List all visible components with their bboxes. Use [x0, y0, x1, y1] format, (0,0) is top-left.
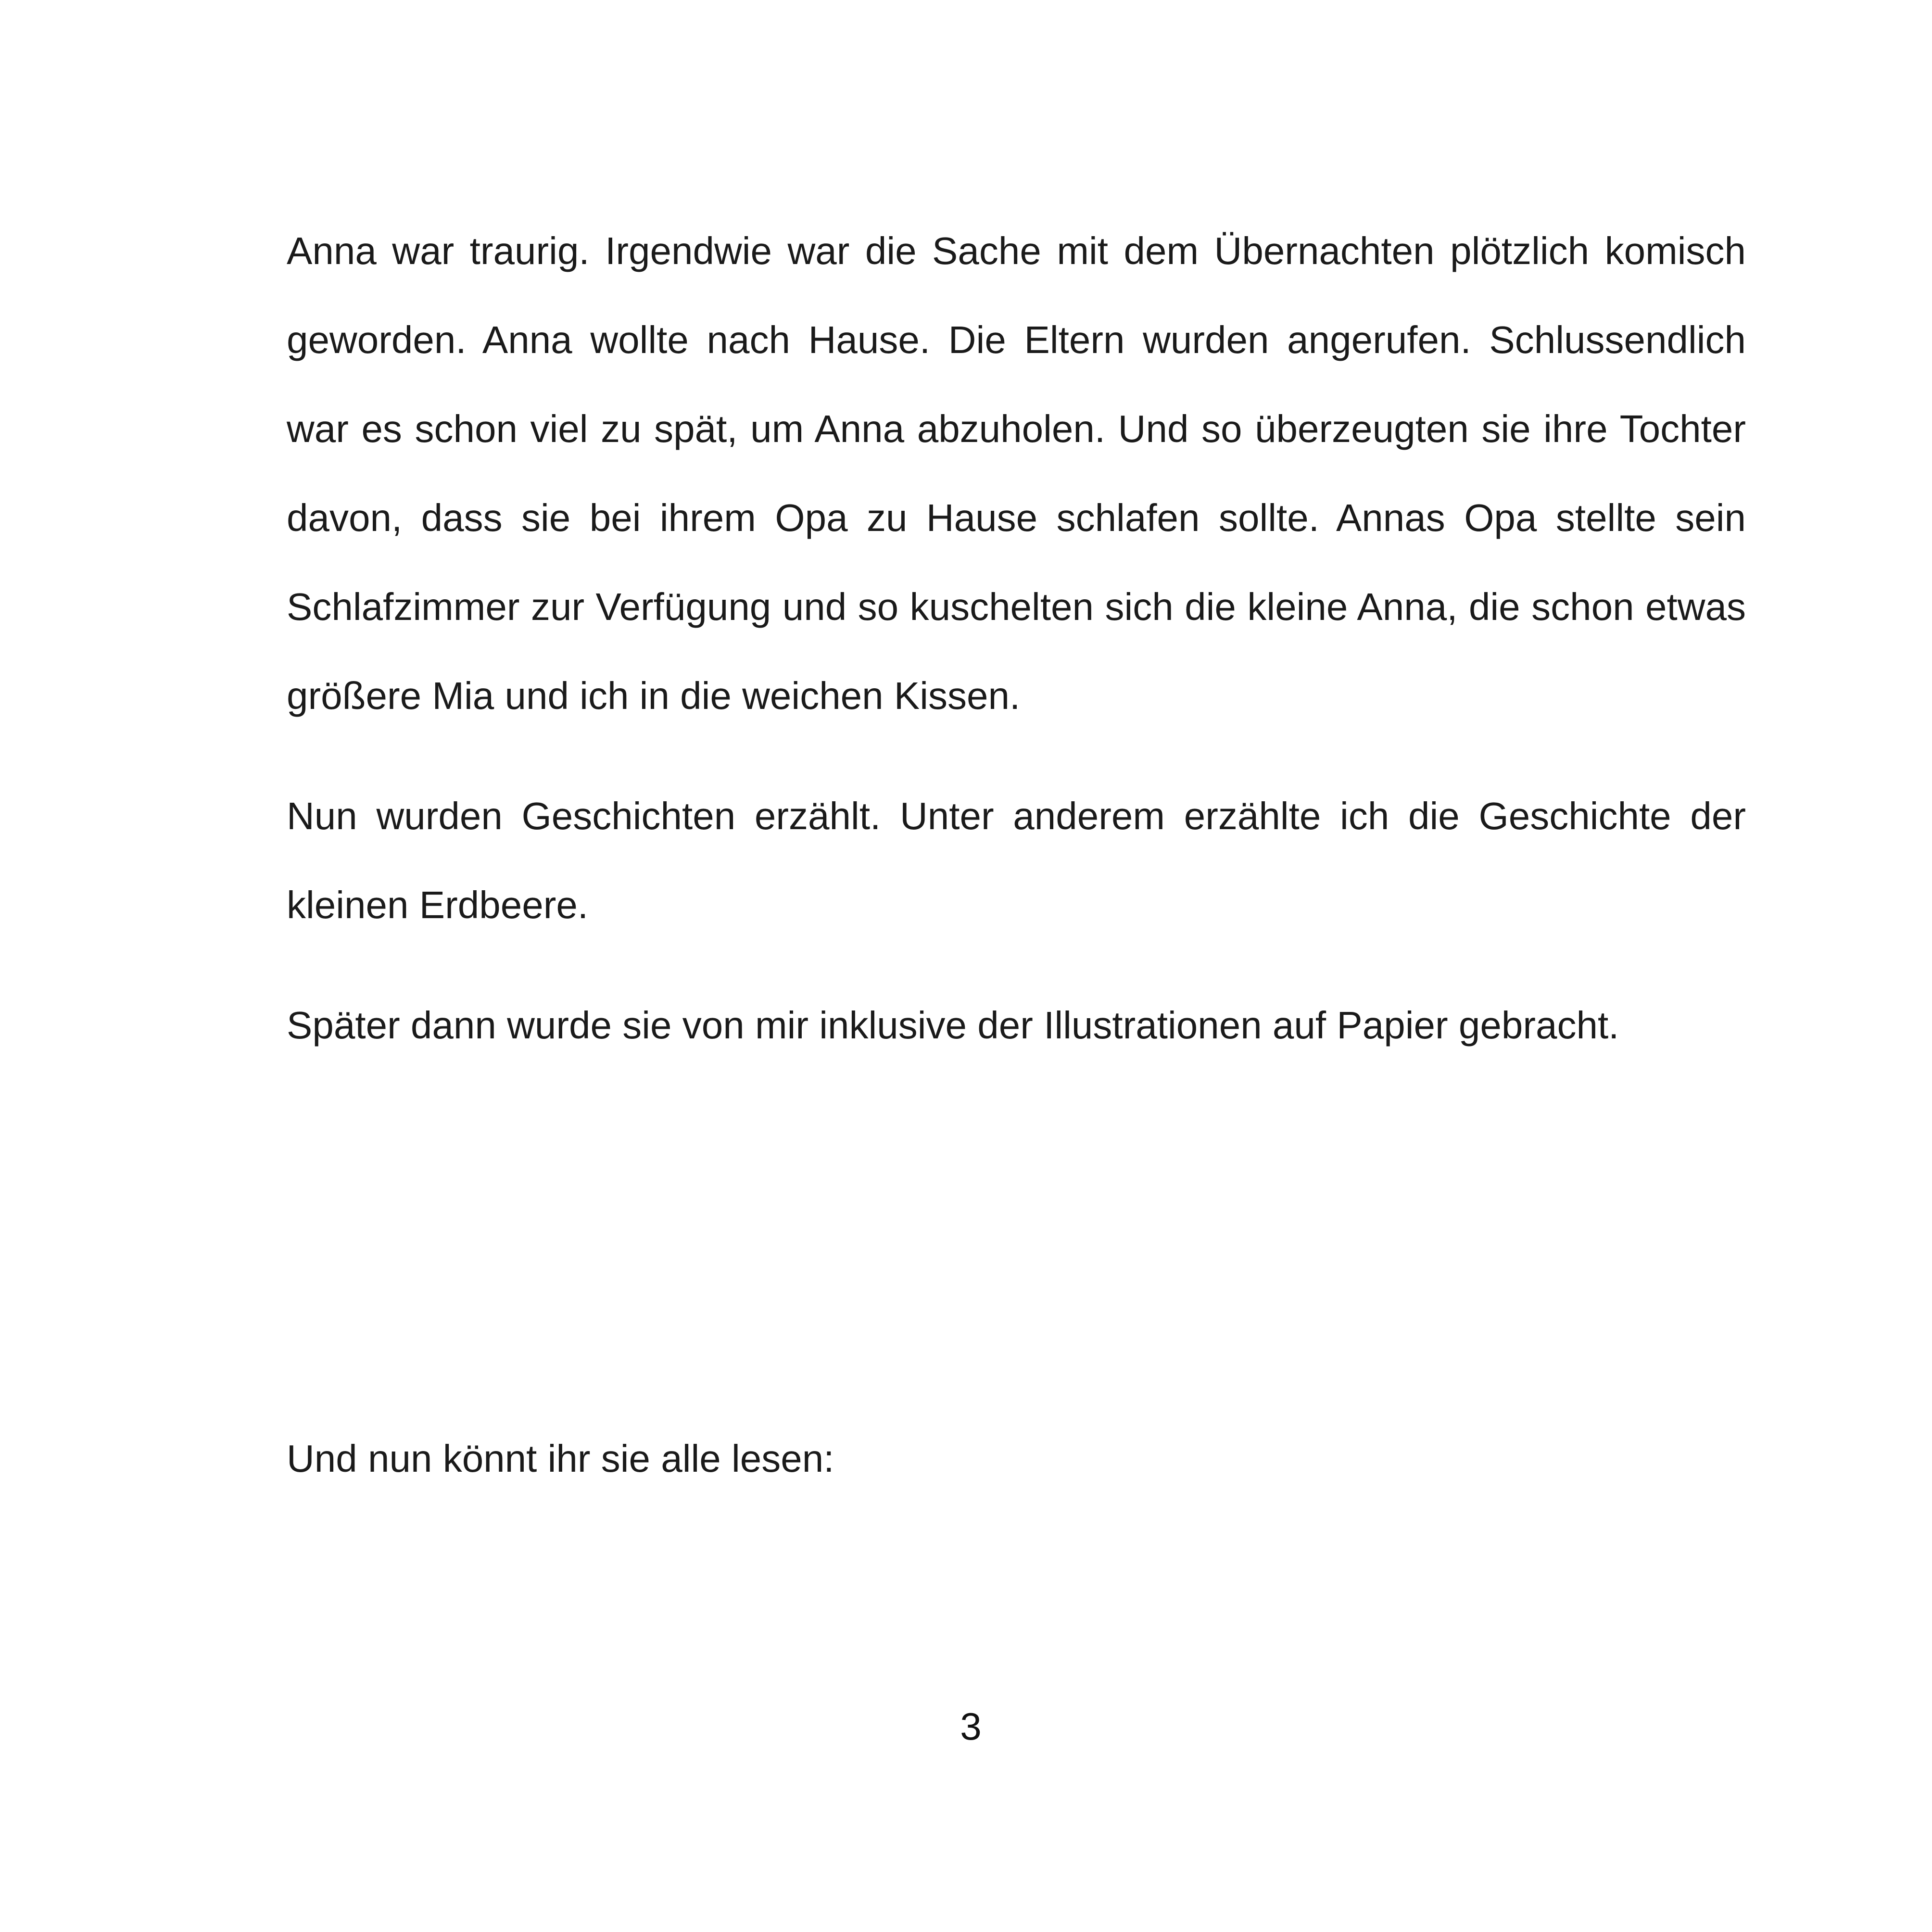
paragraph-1: Anna war traurig. Irgendwie war die Sache mit dem Übernachten plötzlich komisch geworden. Anna wollte nach Hause. Die Eltern wurden angerufen. Schlussendlich war es schon viel zu spät, um Anna abzuholen. Und so überzeugten sie ihre Tochter davon, dass sie bei ihrem Opa zu Hause schlafen sollte. Annas Opa stellte sein Schlafzimmer zur Verfügung und so kuschelten sich die kleine Anna, die schon etwas größere Mia und ich in die weichen Kissen.: [287, 229, 1746, 717]
paragraph-3: Später dann wurde sie von mir inklusive der Illustrationen auf Papier gebracht.: [287, 1004, 1619, 1047]
body-text: [287, 206, 1746, 1101]
page-number: 3: [960, 1705, 982, 1748]
closing-line: Und nun könnt ihr sie alle lesen:: [287, 1437, 834, 1480]
paragraph-2: Nun wurden Geschichten erzählt. Unter anderem erzählte ich die Geschichte der kleinen Erdbeere.: [287, 795, 1746, 926]
